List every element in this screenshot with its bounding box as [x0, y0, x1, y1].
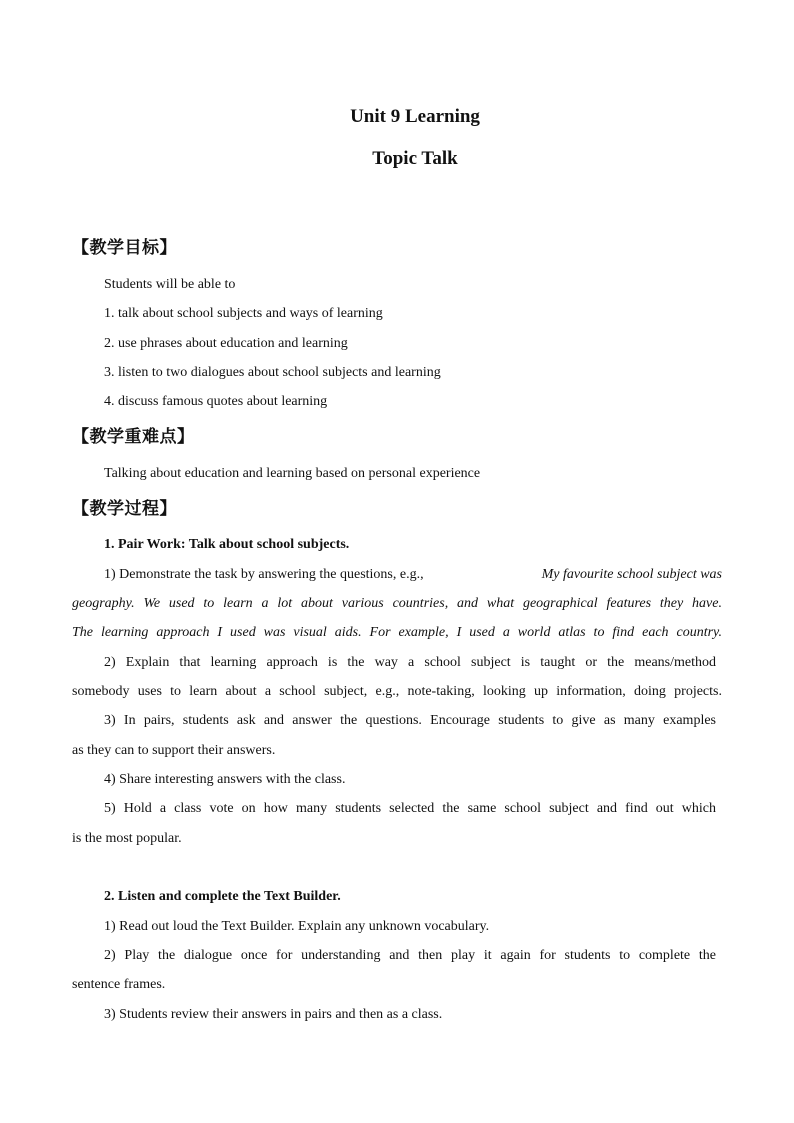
key-points-text: Talking about education and learning based on personal experience	[104, 466, 481, 481]
step5-line: is the most popular.	[72, 831, 182, 846]
objective-item: 3. listen to two dialogues about school subjects and learning	[104, 365, 441, 380]
document-title: Unit 9 Learning	[350, 106, 480, 127]
step2-line: 2) Explain that learning approach is the way a school subject is taught or the means/method	[104, 655, 716, 670]
step4-line: 4) Share interesting answers with the class.	[104, 772, 346, 787]
step5-line: 5) Hold a class vote on how many students selected the same school subject and find out which	[104, 801, 716, 816]
document-subtitle: Topic Talk	[372, 148, 458, 169]
example-answer-line: geography. We used to learn a lot about various countries, and what geographical features they have.	[72, 596, 722, 611]
process-heading: 【教学过程】	[72, 499, 177, 519]
step3-line: as they can to support their answers.	[72, 743, 276, 758]
section2-step1: 1) Read out loud the Text Builder. Explain any unknown vocabulary.	[104, 919, 490, 934]
step1-text: 1) Demonstrate the task by answering the questions, e.g.,	[104, 567, 428, 582]
objectives-heading: 【教学目标】	[72, 238, 177, 258]
section2-step2: sentence frames.	[72, 977, 166, 992]
section2-step3: 3) Students review their answers in pairs and then as a class.	[104, 1007, 443, 1022]
section2-step2: 2) Play the dialogue once for understanding and then play it again for students to complete the	[104, 948, 716, 963]
step2-line: somebody uses to learn about a school subject, e.g., note-taking, looking up information, doing projects.	[72, 684, 722, 699]
objective-item: 2. use phrases about education and learning	[104, 336, 348, 351]
section2-title: 2. Listen and complete the Text Builder.	[104, 889, 341, 904]
step3-line: 3) In pairs, students ask and answer the questions. Encourage students to give as many examples	[104, 713, 716, 728]
example-answer-start: My favourite school subject was	[541, 567, 722, 582]
key-points-heading: 【教学重难点】	[72, 427, 195, 447]
objective-item: 1. talk about school subjects and ways of learning	[104, 306, 383, 321]
objective-item: 4. discuss famous quotes about learning	[104, 394, 328, 409]
step1-line	[104, 567, 722, 583]
section1-title: 1. Pair Work: Talk about school subjects.	[104, 537, 350, 552]
objectives-intro: Students will be able to	[104, 277, 236, 292]
example-answer-line: The learning approach I used was visual aids. For example, I used a world atlas to find each country.	[72, 625, 722, 640]
